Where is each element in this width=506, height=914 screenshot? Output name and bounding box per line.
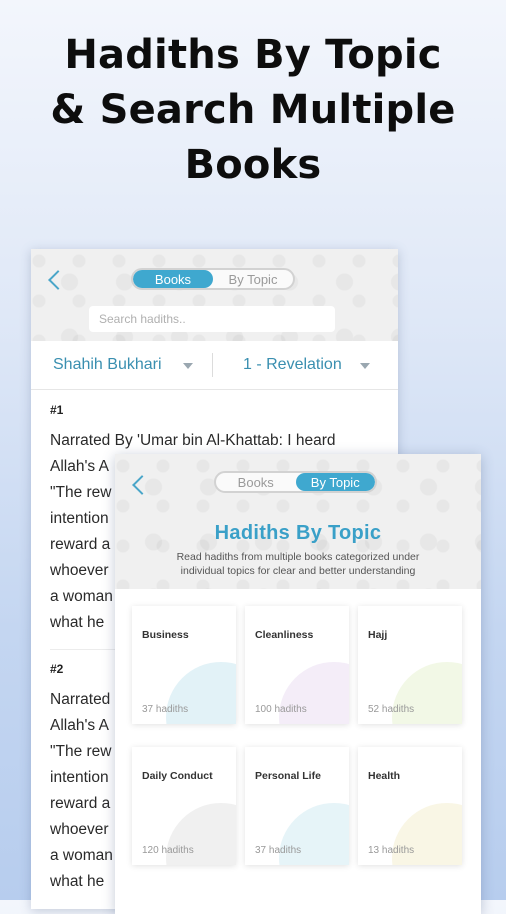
chevron-down-icon[interactable]: [360, 363, 370, 369]
hadith-number: #2: [50, 662, 64, 676]
topic-card[interactable]: [358, 747, 462, 865]
topic-name: Business: [142, 629, 189, 641]
tab-books[interactable]: Books: [237, 474, 274, 490]
page-title: Hadiths By Topic: [214, 522, 382, 544]
chapter-select[interactable]: 1 - Revelation: [243, 356, 342, 373]
tab-books[interactable]: Books: [133, 270, 213, 288]
by-topic-header: [115, 454, 481, 589]
headline-line: & Search Multiple: [50, 87, 456, 133]
topic-card[interactable]: [132, 606, 236, 724]
hadith-text-line: "The rew: [50, 743, 112, 760]
topic-card[interactable]: [245, 606, 349, 724]
view-toggle[interactable]: [131, 268, 295, 290]
topic-count: 100 hadiths: [255, 704, 307, 715]
topic-name: Personal Life: [255, 770, 321, 782]
divider: [212, 353, 213, 377]
back-chevron-icon[interactable]: [48, 270, 68, 290]
description-line: individual topics for clear and better understanding: [180, 565, 416, 577]
headline-line: Hadiths By Topic: [64, 32, 442, 78]
hadith-text-line: what he: [50, 614, 105, 631]
topic-count: 37 hadiths: [255, 845, 302, 856]
back-chevron-icon[interactable]: [132, 475, 152, 495]
topic-name: Cleanliness: [255, 629, 314, 641]
headline: [0, 28, 506, 193]
hadith-text-line: reward a: [50, 795, 111, 812]
hadith-text-line: Narrated By 'Umar bin Al-Khattab: I heard: [50, 432, 336, 449]
view-toggle[interactable]: [214, 471, 377, 493]
hadith-text-line: Allah's A: [50, 717, 109, 734]
hadith-text-line: whoever: [50, 821, 109, 838]
tab-by-topic[interactable]: By Topic: [228, 271, 278, 287]
topic-count: 120 hadiths: [142, 845, 194, 856]
hadith-text-line: Narrated: [50, 691, 111, 708]
book-select[interactable]: Shahih Bukhari: [53, 356, 162, 373]
headline-line: Books: [184, 142, 322, 188]
topic-card[interactable]: [132, 747, 236, 865]
topic-name: Daily Conduct: [142, 770, 213, 782]
hadith-text-line: a woman: [50, 847, 113, 864]
topic-count: 37 hadiths: [142, 704, 189, 715]
hadith-text-line: "The rew: [50, 484, 112, 501]
hadith-text-line: what he: [50, 873, 105, 890]
selector-row: [31, 341, 398, 390]
tab-by-topic[interactable]: By Topic: [296, 473, 376, 491]
topic-name: Hajj: [368, 629, 388, 641]
chevron-down-icon[interactable]: [183, 363, 193, 369]
hadith-text-line: intention: [50, 510, 109, 527]
search-input[interactable]: Search hadiths..: [89, 306, 335, 332]
hadith-text-line: whoever: [50, 562, 109, 579]
hadith-text-line: a woman: [50, 588, 113, 605]
by-topic-screen: [115, 454, 481, 914]
hadith-text-line: intention: [50, 769, 109, 786]
hadith-text-line: Allah's A: [50, 458, 109, 475]
topic-card[interactable]: [245, 747, 349, 865]
books-header: [31, 249, 398, 341]
topic-card[interactable]: [358, 606, 462, 724]
hadith-number: #1: [50, 403, 64, 417]
description-line: Read hadiths from multiple books categorized under: [176, 551, 420, 563]
page-description: [115, 550, 481, 578]
topic-name: Health: [368, 770, 401, 782]
hadith-text-line: reward a: [50, 536, 111, 553]
topic-count: 13 hadiths: [368, 845, 415, 856]
topic-count: 52 hadiths: [368, 704, 415, 715]
